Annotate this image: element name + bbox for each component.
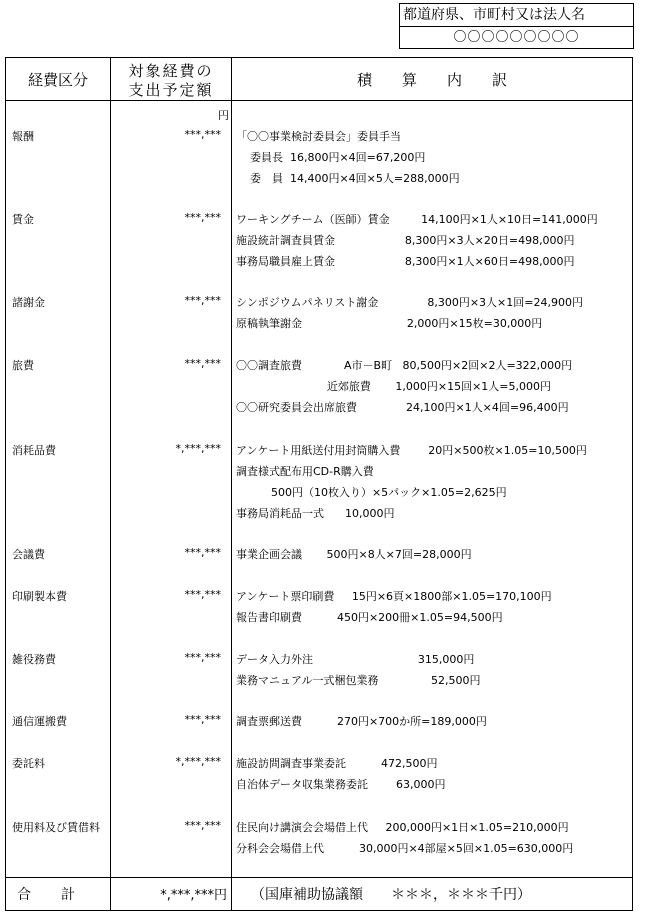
detail-line: 自治体データ収集業務委託 63,000円 [236,778,446,791]
row-category: 使用料及び賃借料 [12,821,100,834]
row-category: 報酬 [12,130,34,143]
applicant-label: 都道府県、市町村又は法人名 [400,4,633,27]
detail-line: データ入力外注 315,000円 [236,653,475,666]
detail-line: 原稿執筆謝金 2,000円×15枚=30,000円 [236,317,543,330]
detail-line: アンケート用紙送付用封筒購入費 20円×500枚×1.05=10,500円 [236,444,587,457]
row-category: 旅費 [12,359,34,372]
row-category: 会議費 [12,548,45,561]
detail-line: 〇〇調査旅費 A市－B町 80,500円×2回×2人=322,000円 [236,359,573,372]
detail-line: 「〇〇事業検討委員会」委員手当 [236,130,401,143]
detail-line: 分科会会場借上代 30,000円×4部屋×5回×1.05=630,000円 [236,842,574,855]
yen-unit: 円 [218,109,229,122]
row-amount: ***,*** [184,651,221,664]
col-divider-2 [231,58,232,910]
detail-line: 〇〇研究委員会出席旅費 24,100円×1人×4回=96,400円 [236,401,569,414]
detail-line: 事業企画会議 500円×8人×7回=28,000円 [236,548,472,561]
detail-line: 住民向け講演会会場借上代 200,000円×1日×1.05=210,000円 [236,821,569,834]
row-amount: ***,*** [184,294,221,307]
detail-line: 調査票郵送費 270円×700か所=189,000円 [236,715,487,728]
total-subsidy-note: （国庫補助協議額 ＊＊＊，＊＊＊千円） [251,887,531,903]
row-amount: ***,*** [184,713,221,726]
row-category: 委託料 [12,757,45,770]
row-amount: ***,*** [184,819,221,832]
row-amount: ***,*** [184,357,221,370]
total-divider [6,877,632,878]
detail-line: 報告書印刷費 450円×200冊×1.05=94,500円 [236,611,503,624]
detail-line: 施設訪問調査事業委託 472,500円 [236,757,438,770]
col-divider-1 [110,58,111,910]
applicant-box [399,3,634,49]
detail-line: 近郊旅費 1,000円×15回×1人=5,000円 [236,380,552,393]
row-amount: *,***,*** [175,442,221,455]
detail-line: 事務局職員雇上賃金 8,300円×1人×60日=498,000円 [236,255,575,268]
detail-line: 500円（10枚入り）×5パック×1.05=2,625円 [236,486,507,499]
row-amount: ***,*** [184,128,221,141]
detail-line: 業務マニュアル一式梱包業務 52,500円 [236,674,481,687]
header-divider [6,100,632,101]
applicant-name: 〇〇〇〇〇〇〇〇〇 [453,30,580,45]
detail-line: 事務局消耗品一式 10,000円 [236,507,395,520]
row-category: 賃金 [12,213,34,226]
row-amount: ***,*** [184,588,221,601]
total-amount: *,***,***円 [160,888,227,903]
detail-line: 調査様式配布用CD-R購入費 [236,465,374,478]
detail-line: 施設統計調査員賃金 8,300円×3人×20日=498,000円 [236,234,575,247]
row-category: 諸謝金 [12,296,45,309]
detail-line: ワーキングチーム（医師）賃金 14,100円×1人×10日=141,000円 [236,213,598,226]
row-category: 雑役務費 [12,653,56,666]
budget-table [5,57,633,911]
row-amount: ***,*** [184,546,221,559]
detail-line: シンポジウムパネリスト謝金 8,300円×3人×1回=24,900円 [236,296,583,309]
col-header-amount-2: 支出予定額 [128,81,214,99]
row-category: 消耗品費 [12,444,56,457]
detail-line: 委員長 16,800円×4回=67,200円 [236,151,426,164]
col-header-amount-1: 対象経費の [128,62,214,80]
row-amount: ***,*** [184,211,221,224]
col-header-detail: 積 算 内 訳 [356,71,507,89]
total-label: 合計 [17,887,105,903]
row-category: 印刷製本費 [12,590,67,603]
detail-line: アンケート票印刷費 15円×6頁×1800部×1.05=170,100円 [236,590,552,603]
row-amount: *,***,*** [175,755,221,768]
row-category: 通信運搬費 [12,715,67,728]
col-header-category: 経費区分 [27,71,88,89]
detail-line: 委 員 14,400円×4回×5人=288,000円 [236,172,460,185]
